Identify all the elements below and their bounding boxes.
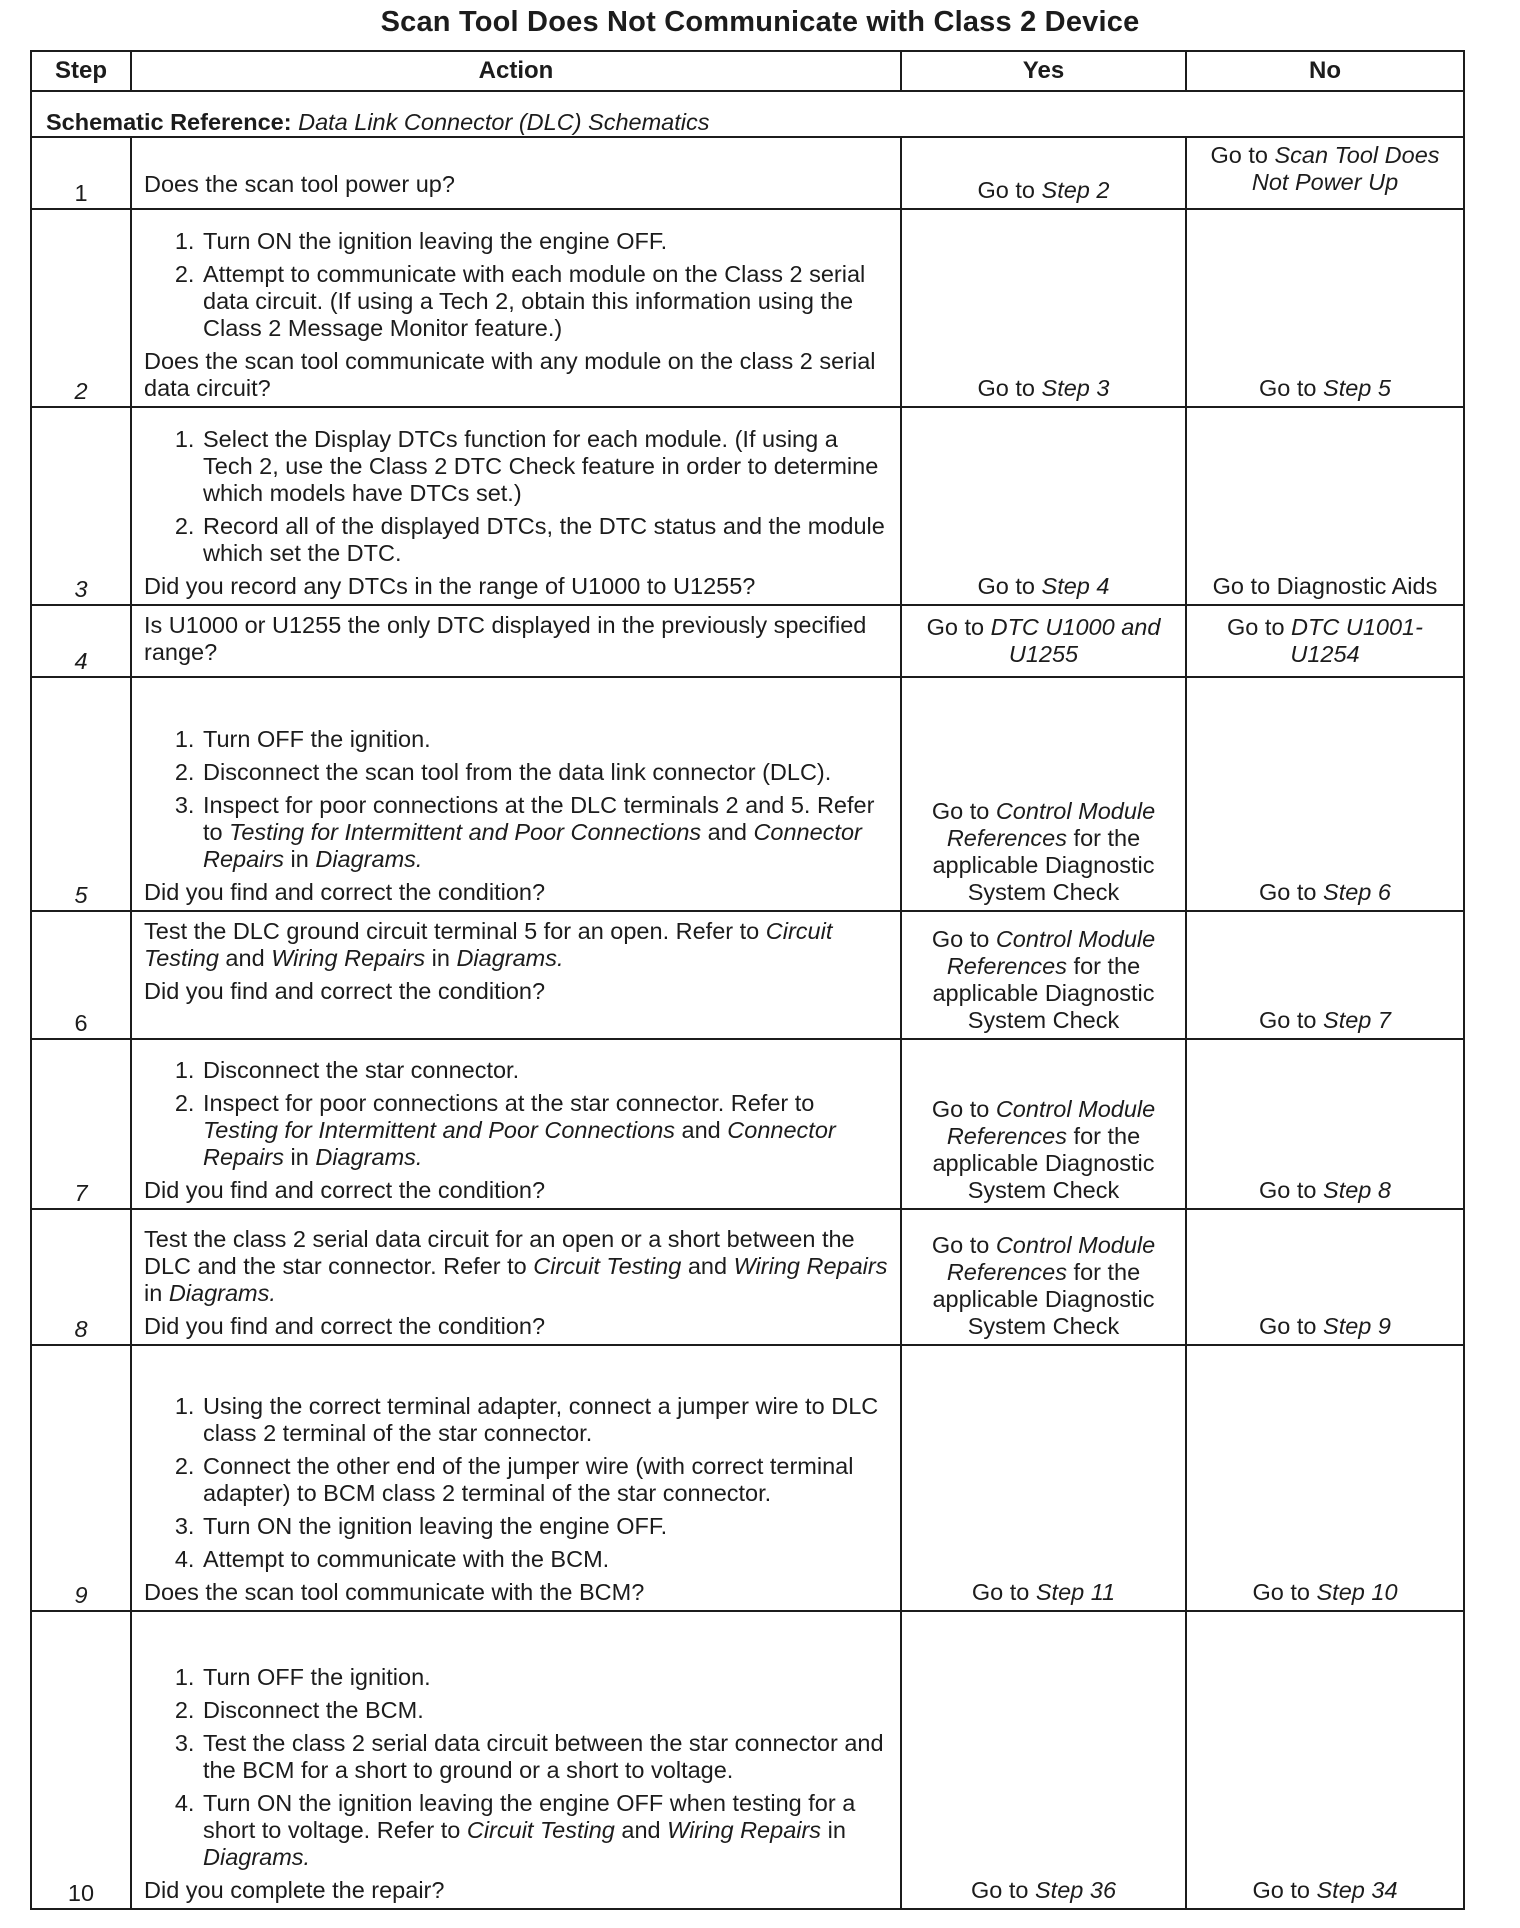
action-text: Turn ON the ignition leaving the engine OFF. bbox=[203, 1512, 668, 1539]
action-reference: Wiring Repairs bbox=[667, 1816, 822, 1843]
action-step-item bbox=[201, 1090, 892, 1171]
action-step-item bbox=[201, 759, 892, 786]
action-step-item bbox=[201, 228, 892, 255]
action-question bbox=[144, 879, 892, 906]
yes-text: for the applicable Diagnostic System Check bbox=[932, 1122, 1155, 1204]
yes-text: Go to bbox=[970, 1877, 1035, 1904]
action-reference: Diagrams. bbox=[456, 945, 564, 972]
yes-reference: DTC U1000 and U1255 bbox=[990, 614, 1161, 668]
yes-outcome[interactable] bbox=[901, 677, 1186, 911]
action-step-item bbox=[201, 1546, 892, 1573]
action-step-item bbox=[201, 1057, 892, 1084]
yes-text: for the applicable Diagnostic System Check bbox=[932, 824, 1155, 906]
schematic-reference-label: Schematic Reference: bbox=[46, 109, 292, 135]
step-column-header: Step bbox=[31, 51, 131, 91]
action-reference: Testing for Intermittent and Poor Connections bbox=[229, 818, 702, 845]
page-title: Scan Tool Does Not Communicate with Class 2 Device bbox=[380, 6, 1140, 38]
no-text: Go to Diagnostic Aids bbox=[1212, 572, 1438, 599]
no-reference: Step 8 bbox=[1323, 1177, 1391, 1204]
yes-text: Go to bbox=[971, 1579, 1036, 1606]
schematic-reference-link[interactable]: Data Link Connector (DLC) Schematics bbox=[298, 109, 710, 135]
step-row-5 bbox=[31, 677, 1464, 911]
action-text: Is U1000 or U1255 the only DTC displayed in the previously specified range? bbox=[144, 612, 867, 666]
question-text: Does the scan tool communicate with any module on the class 2 serial data circuit? bbox=[144, 347, 876, 401]
action-step-item bbox=[201, 513, 892, 567]
no-reference: Scan Tool Does Not Power Up bbox=[1251, 142, 1440, 196]
action-text: Record all of the displayed DTCs, the DTC status and the module which set the DTC. bbox=[203, 512, 885, 566]
yes-reference: Step 2 bbox=[1041, 176, 1110, 203]
yes-outcome[interactable] bbox=[901, 605, 1186, 677]
step-number: 7 bbox=[31, 1039, 131, 1209]
action-cell bbox=[131, 911, 901, 1039]
no-reference: DTC U1001-U1254 bbox=[1290, 614, 1423, 668]
yes-outcome[interactable] bbox=[901, 1209, 1186, 1345]
action-paragraph bbox=[144, 612, 892, 666]
action-reference: Diagrams. bbox=[168, 1280, 276, 1306]
yes-text: Go to bbox=[931, 925, 996, 952]
action-paragraph bbox=[144, 1226, 892, 1307]
action-steps-list bbox=[144, 426, 892, 567]
action-text: Does the scan tool power up? bbox=[144, 170, 455, 197]
step-row-9 bbox=[31, 1345, 1464, 1611]
action-reference: Circuit Testing bbox=[533, 1252, 682, 1279]
action-step-item bbox=[201, 1697, 892, 1724]
header-row bbox=[31, 51, 1464, 91]
action-reference: Diagrams. bbox=[315, 1144, 423, 1170]
action-question bbox=[144, 1579, 892, 1606]
yes-reference: Control Module References bbox=[946, 925, 1156, 979]
action-text: and bbox=[218, 945, 272, 972]
no-reference: Step 10 bbox=[1316, 1579, 1398, 1606]
action-text: Attempt to communicate with each module on the Class 2 serial data circuit. (If using a Tech 2, obtain this information using the Class 2 Message Monitor feature.) bbox=[203, 260, 866, 341]
step-number: 6 bbox=[31, 911, 131, 1039]
question-text: Did you find and correct the condition? bbox=[144, 1313, 546, 1340]
action-text: in bbox=[425, 945, 457, 972]
no-text: Go to bbox=[1259, 879, 1324, 906]
action-question bbox=[144, 573, 892, 600]
question-text: Did you find and correct the condition? bbox=[144, 1177, 546, 1204]
yes-outcome[interactable] bbox=[901, 911, 1186, 1039]
action-steps-list bbox=[144, 1393, 892, 1573]
action-paragraph bbox=[144, 171, 892, 198]
action-reference: Circuit Testing bbox=[144, 918, 833, 972]
action-cell bbox=[131, 1209, 901, 1345]
action-steps-list bbox=[144, 1664, 892, 1871]
action-text: and bbox=[614, 1816, 668, 1843]
action-question bbox=[144, 978, 892, 1005]
action-step-item bbox=[201, 1664, 892, 1691]
action-text: Inspect for poor connections at the DLC terminals 2 and 5. Refer to bbox=[203, 791, 875, 845]
action-step-item bbox=[201, 1453, 892, 1507]
step-number: 3 bbox=[31, 407, 131, 605]
question-text: Did you find and correct the condition? bbox=[144, 879, 546, 906]
action-text: Turn OFF the ignition. bbox=[203, 725, 431, 752]
schematic-reference-row bbox=[31, 91, 1464, 137]
yes-column-header: Yes bbox=[901, 51, 1186, 91]
step-row-2 bbox=[31, 209, 1464, 407]
action-text: Turn ON the ignition leaving the engine OFF. bbox=[203, 227, 668, 254]
yes-text: Go to bbox=[977, 176, 1042, 203]
action-steps-list bbox=[144, 1057, 892, 1171]
action-reference: Wiring Repairs bbox=[271, 945, 426, 972]
yes-outcome[interactable] bbox=[901, 1345, 1186, 1611]
no-text: Go to bbox=[1259, 1313, 1324, 1340]
action-step-item bbox=[201, 261, 892, 342]
no-outcome[interactable] bbox=[1186, 1039, 1464, 1209]
no-outcome[interactable] bbox=[1186, 137, 1464, 209]
yes-text: Go to bbox=[931, 1095, 996, 1122]
action-cell bbox=[131, 677, 901, 911]
no-outcome[interactable] bbox=[1186, 911, 1464, 1039]
action-cell bbox=[131, 209, 901, 407]
step-number: 9 bbox=[31, 1345, 131, 1611]
action-cell bbox=[131, 605, 901, 677]
no-reference: Step 6 bbox=[1323, 879, 1391, 906]
yes-outcome[interactable] bbox=[901, 407, 1186, 605]
action-text: Test the class 2 serial data circuit between the star connector and the BCM for a short to ground or a short to voltage. bbox=[203, 1729, 884, 1783]
yes-text: for the applicable Diagnostic System Check bbox=[932, 1258, 1155, 1340]
no-text: Go to bbox=[1252, 1877, 1317, 1904]
yes-outcome[interactable] bbox=[901, 137, 1186, 209]
action-step-item bbox=[201, 1393, 892, 1447]
action-reference: Testing for Intermittent and Poor Connections bbox=[203, 1116, 676, 1143]
yes-text: Go to bbox=[926, 614, 991, 640]
action-text: Inspect for poor connections at the star connector. Refer to bbox=[203, 1089, 815, 1116]
step-row-7 bbox=[31, 1039, 1464, 1209]
step-number: 10 bbox=[31, 1611, 131, 1909]
action-steps-list bbox=[144, 726, 892, 873]
step-row-3 bbox=[31, 407, 1464, 605]
action-cell bbox=[131, 407, 901, 605]
yes-reference: Step 11 bbox=[1035, 1579, 1116, 1606]
action-text: Connect the other end of the jumper wire (with correct terminal adapter) to BCM class 2 terminal of the star connector. bbox=[203, 1452, 854, 1506]
action-question bbox=[144, 1177, 892, 1204]
action-question bbox=[144, 348, 892, 402]
action-text: and bbox=[681, 1252, 734, 1279]
no-text: Go to bbox=[1259, 1007, 1324, 1034]
yes-reference: Step 4 bbox=[1041, 572, 1110, 599]
no-outcome[interactable] bbox=[1186, 605, 1464, 677]
yes-reference: Step 3 bbox=[1041, 374, 1110, 401]
action-text: Test the DLC ground circuit terminal 5 for an open. Refer to bbox=[144, 918, 766, 945]
action-step-item bbox=[201, 726, 892, 753]
action-text: Using the correct terminal adapter, connect a jumper wire to DLC class 2 terminal of the star connector. bbox=[203, 1392, 879, 1446]
no-column-header: No bbox=[1186, 51, 1464, 91]
action-cell bbox=[131, 1611, 901, 1909]
no-reference: Step 7 bbox=[1323, 1007, 1391, 1034]
action-text: Disconnect the star connector. bbox=[203, 1056, 520, 1083]
action-text: and bbox=[701, 818, 754, 845]
action-reference: Wiring Repairs bbox=[733, 1252, 888, 1279]
no-text: Go to bbox=[1259, 1177, 1324, 1204]
step-number: 1 bbox=[31, 137, 131, 209]
no-outcome[interactable] bbox=[1186, 209, 1464, 407]
yes-text: for the applicable Diagnostic System Check bbox=[932, 952, 1155, 1034]
no-text: Go to bbox=[1252, 1579, 1317, 1606]
question-text: Did you record any DTCs in the range of U1000 to U1255? bbox=[144, 572, 756, 599]
action-cell bbox=[131, 137, 901, 209]
step-row-4 bbox=[31, 605, 1464, 677]
yes-text: Go to bbox=[931, 797, 996, 824]
question-text: Did you complete the repair? bbox=[144, 1877, 445, 1904]
action-text: Disconnect the BCM. bbox=[203, 1696, 424, 1723]
action-step-item bbox=[201, 1790, 892, 1871]
action-column-header: Action bbox=[131, 51, 901, 91]
diagnostic-table bbox=[30, 50, 1465, 1910]
yes-outcome[interactable] bbox=[901, 1039, 1186, 1209]
yes-reference: Step 36 bbox=[1035, 1877, 1117, 1904]
action-step-item bbox=[201, 1513, 892, 1540]
action-reference: Diagrams. bbox=[315, 846, 423, 872]
yes-reference: Control Module References bbox=[946, 1231, 1156, 1285]
action-text: Test the class 2 serial data circuit for an open or a short between the DLC and the star connector. Refer to bbox=[144, 1225, 855, 1279]
action-question bbox=[144, 1313, 892, 1340]
no-reference: Step 34 bbox=[1316, 1877, 1398, 1904]
action-steps-list bbox=[144, 228, 892, 342]
action-text: Turn ON the ignition leaving the engine OFF when testing for a short to voltage. Refer to bbox=[203, 1789, 856, 1843]
step-number: 8 bbox=[31, 1209, 131, 1345]
step-row-1 bbox=[31, 137, 1464, 209]
action-text: Disconnect the scan tool from the data link connector (DLC). bbox=[203, 758, 832, 785]
action-cell bbox=[131, 1345, 901, 1611]
no-text: Go to bbox=[1210, 142, 1275, 168]
no-outcome[interactable] bbox=[1186, 407, 1464, 605]
yes-reference: Control Module References bbox=[946, 1095, 1156, 1149]
action-text: in bbox=[283, 846, 316, 872]
action-text: in bbox=[283, 1144, 316, 1170]
no-reference: Step 5 bbox=[1323, 374, 1391, 401]
action-paragraph bbox=[144, 918, 892, 972]
yes-text: Go to bbox=[977, 374, 1042, 401]
no-outcome[interactable] bbox=[1186, 677, 1464, 911]
action-text: in bbox=[144, 1280, 169, 1306]
step-number: 2 bbox=[31, 209, 131, 407]
schematic-reference bbox=[31, 91, 1464, 137]
question-text: Did you find and correct the condition? bbox=[144, 978, 546, 1005]
step-row-10 bbox=[31, 1611, 1464, 1909]
action-text: Turn OFF the ignition. bbox=[203, 1663, 431, 1690]
action-cell bbox=[131, 1039, 901, 1209]
no-text: Go to bbox=[1259, 374, 1324, 401]
action-reference: Diagrams. bbox=[203, 1844, 311, 1870]
action-reference: Connector Repairs bbox=[203, 1116, 836, 1170]
action-text: and bbox=[675, 1116, 728, 1143]
no-reference: Step 9 bbox=[1323, 1313, 1391, 1340]
action-reference: Circuit Testing bbox=[466, 1816, 615, 1843]
no-outcome[interactable] bbox=[1186, 1611, 1464, 1909]
step-number: 4 bbox=[31, 605, 131, 677]
action-question bbox=[144, 1877, 892, 1904]
yes-outcome[interactable] bbox=[901, 209, 1186, 407]
action-step-item bbox=[201, 792, 892, 873]
action-text: in bbox=[821, 1816, 846, 1843]
step-row-6 bbox=[31, 911, 1464, 1039]
no-text: Go to bbox=[1227, 614, 1292, 640]
action-text: Attempt to communicate with the BCM. bbox=[203, 1546, 610, 1572]
action-text: Select the Display DTCs function for each module. (If using a Tech 2, use the Class 2 DTC Check feature in order to determine which models have DTCs set.) bbox=[203, 425, 879, 506]
action-reference: Connector Repairs bbox=[203, 818, 862, 872]
yes-text: Go to bbox=[931, 1231, 996, 1258]
question-text: Does the scan tool communicate with the BCM? bbox=[144, 1579, 645, 1606]
step-row-8 bbox=[31, 1209, 1464, 1345]
yes-outcome[interactable] bbox=[901, 1611, 1186, 1909]
action-step-item bbox=[201, 1730, 892, 1784]
action-step-item bbox=[201, 426, 892, 507]
no-outcome[interactable] bbox=[1186, 1209, 1464, 1345]
step-number: 5 bbox=[31, 677, 131, 911]
yes-reference: Control Module References bbox=[946, 797, 1156, 851]
no-outcome[interactable] bbox=[1186, 1345, 1464, 1611]
yes-text: Go to bbox=[977, 572, 1042, 599]
